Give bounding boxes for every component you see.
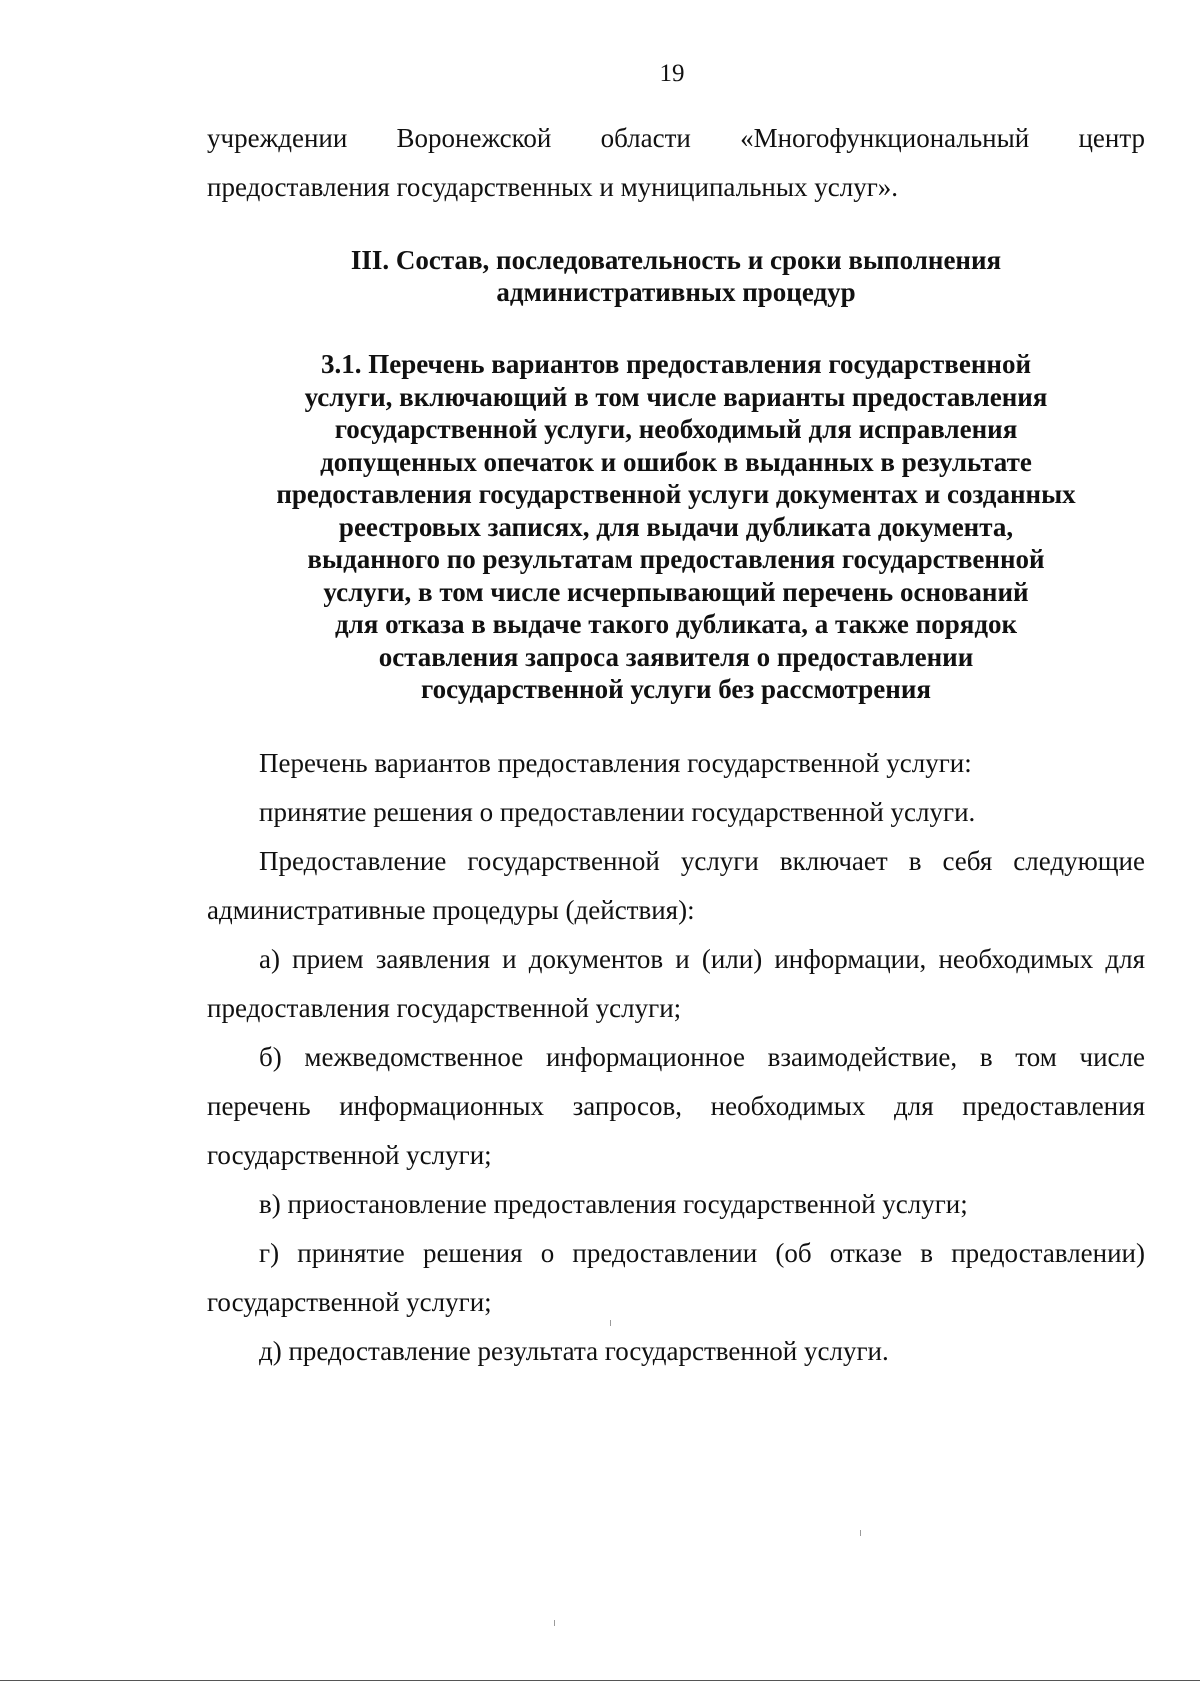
subsection-heading-line: реестровых записях, для выдачи дубликата документа, (338, 511, 1014, 542)
list-item-v: в) приостановление предоставления государственной услуги; (259, 1188, 968, 1219)
section-heading (207, 244, 1145, 308)
body-paragraph: Перечень вариантов предоставления государственной услуги: (259, 747, 972, 778)
list-item-a: а) прием заявления и документов и (или) информации, необходимых для предоставления государственной услуги; (207, 943, 1145, 1023)
intro-word: области (600, 123, 691, 153)
intro-word: учреждении (207, 123, 348, 153)
subsection-heading (207, 348, 1145, 706)
list-item-b: б) межведомственное информационное взаимодействие, в том числе перечень информационных запросов, необходимых для предоставления государственной услуги; (207, 1041, 1145, 1170)
scan-speck (860, 1530, 861, 1536)
intro-line-2: предоставления государственных и муниципальных услуг». (207, 172, 899, 202)
subsection-heading-line: государственной услуги, необходимый для исправления (334, 414, 1018, 444)
body-paragraph: принятие решения о предоставлении государственной услуги. (259, 796, 976, 827)
spacer (207, 706, 1145, 739)
intro-word: «Многофункциональный (740, 123, 1030, 153)
subsection-heading-line: 3.1. Перечень вариантов предоставления государственной (320, 349, 1032, 379)
subsection-heading-line: услуги, в том числе исчерпывающий перечень оснований (323, 576, 1029, 607)
subsection-heading-line: оставления запроса заявителя о предоставлении (378, 641, 974, 672)
subsection-heading-line: услуги, включающий в том числе варианты предоставления (304, 381, 1048, 412)
subsection-heading-line: государственной услуги без рассмотрения (421, 674, 931, 704)
intro-line-1 (207, 114, 1145, 163)
intro-word: Воронежской (396, 123, 552, 153)
subsection-heading-line: допущенных опечаток и ошибок в выданных в результате (320, 446, 1032, 477)
scan-speck (554, 1620, 555, 1626)
page-number: 19 (659, 60, 685, 87)
bottom-rule (0, 1680, 1200, 1681)
body-paragraph: Предоставление государственной услуги включает в себя следующие административные процедуры (действия): (207, 845, 1145, 925)
intro-word: центр (1078, 123, 1145, 153)
section-heading-line: III. Состав, последовательность и сроки выполнения (350, 245, 1002, 275)
section-heading-line: административных процедур (496, 277, 856, 307)
document-content (207, 114, 1145, 1376)
list-item-g: г) принятие решения о предоставлении (об отказе в предоставлении) государственной услуги; (207, 1237, 1145, 1317)
subsection-heading-line: выданного по результатам предоставления государственной (307, 544, 1045, 574)
scan-speck (610, 1320, 611, 1326)
subsection-heading-line: для отказа в выдаче такого дубликата, а также порядок (334, 609, 1018, 639)
subsection-heading-line: предоставления государственной услуги документах и созданных (276, 479, 1076, 509)
list-item-d: д) предоставление результата государственной услуги. (259, 1335, 889, 1366)
